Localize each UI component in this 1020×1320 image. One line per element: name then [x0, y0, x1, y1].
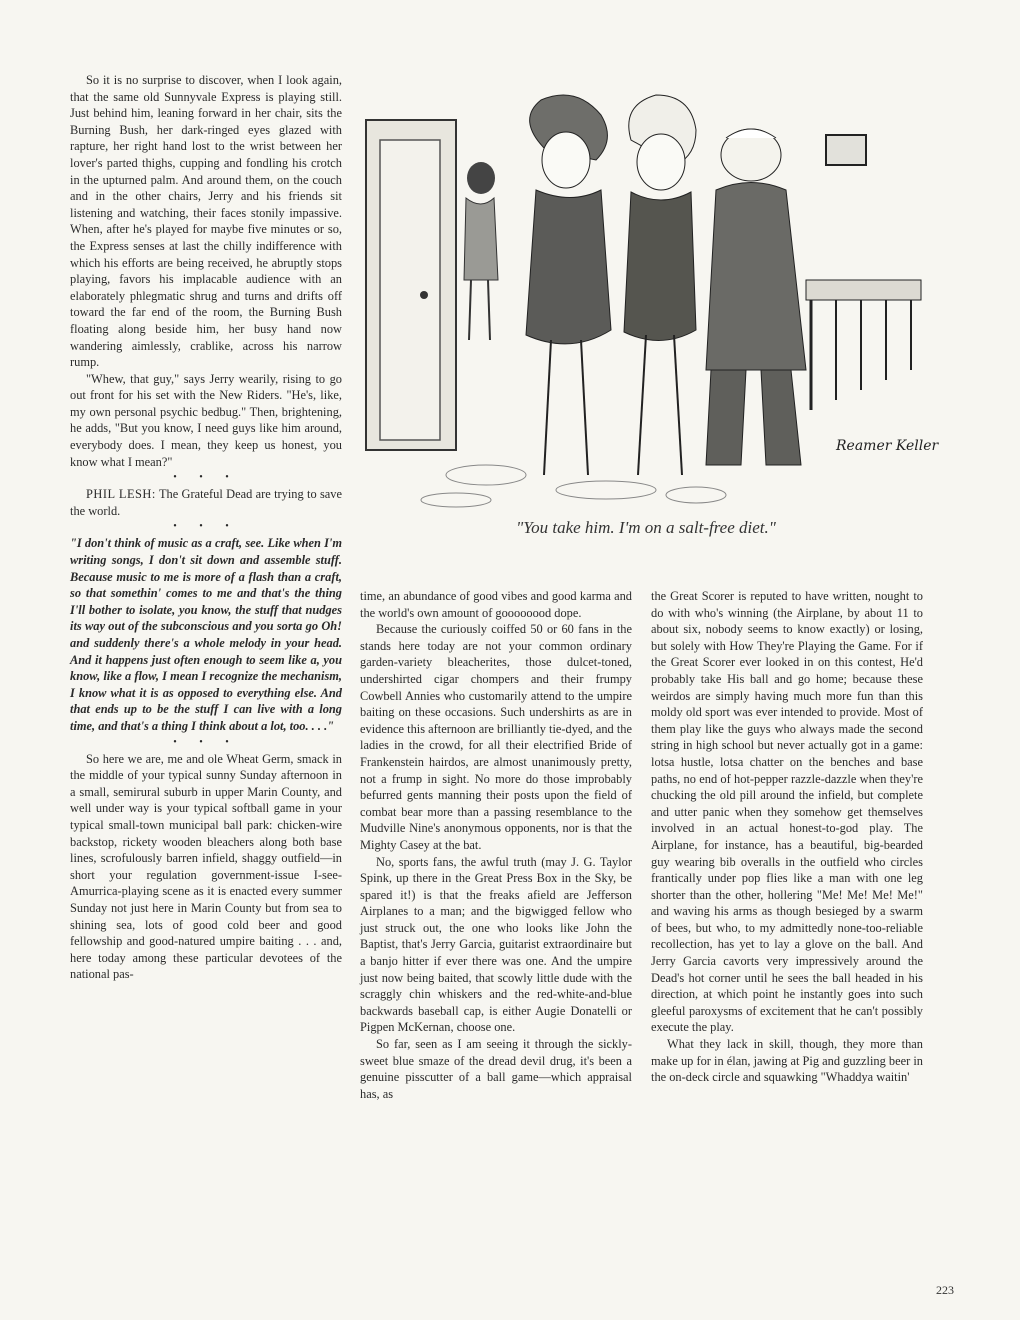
- paragraph: No, sports fans, the awful truth (may J. G. Taylor Spink, up there in the Great Press Box in the Sky, be spared it!) is that the freaks afield are Jefferson Airplanes to a man; and the bigwigged fellow who just struck out, the one who looks like John the Baptist, that's Jerry Garcia, guitarist extraordinaire but a banjo hitter if ever there was one. And the umpire just now being baited, that scowly little dude with the scraggly chin whiskers and the red-white-and-blue backwards baseball cap, is either Augie Donatelli or Pigpen McKernan, choose one.: [360, 854, 632, 1035]
- speaker-text: The Grateful Dead are trying to save the world.: [70, 487, 342, 518]
- paragraph: So far, seen as I am seeing it through the sickly-sweet blue smaze of the dread devil drug, it's been a genuine pisscutter of a ball game—which appraisal has, as: [360, 1037, 632, 1101]
- paragraph: time, an abundance of good vibes and good karma and the world's own amount of goooooood dope.: [360, 589, 632, 620]
- page-number: 223: [936, 1283, 954, 1297]
- pull-quote: "I don't think of music as a craft, see. Like when I'm writing songs, I don't sit down and assemble stuff. Because music to me is more of a flash than a craft, so that somethin' comes to me and that's the thing I'll bother to isolate, you know, the stuff that nudges its way out of the subconscious and you sorta go Oh! and suddenly there's a whole melody in your head. And it happens just often enough to seem like a, you know, like a flow, I mean I recognize the mechanism, I know what it is as opposed to everything else. And that ends up to be the stuff I can live with a long time, and that's a thing I think about a lot, too. . . .": [70, 536, 342, 733]
- paragraph: What they lack in skill, though, they more than make up for in élan, jawing at Pig and guzzling beer in the on-deck circle and squawking "Whaddya waitin': [651, 1037, 923, 1085]
- paragraph: "Whew, that guy," says Jerry wearily, rising to go out front for his set with the New Riders. "He's, like, my own personal psychic bedbug." Then, brightening, he adds, "But you know, I need guys like him around, everybody does. I mean, they keep us honest, you know what I mean?": [70, 371, 342, 469]
- column-3: [651, 588, 923, 1086]
- paragraph: So it is no surprise to discover, when I look again, that the same old Sunnyvale Express is playing still. Just behind him, leaning forward in her chair, sits the Burning Bush, her dark-ringed eyes glazed with rapture, her right hand lost to the wrist between her lover's parted thighs, cupping and fondling his crotch in the upturned palm. And around them, on the couch and in the other chairs, Jerry and his friends sit listening and watching, their faces stonily impassive. When, after he's played for maybe five minutes or so, the Express senses at last the chilly indifference with which his efforts are being received, he abruptly stops playing, favors his implacable audience with an elaborately phlegmatic shrug and turns and drifts off toward the far end of the room, the Burning Bush floating along beside him, her busy hand now wandering aimlessly, crablike, across his narrow rump.: [70, 73, 342, 370]
- cartoon-drawing: [366, 80, 939, 510]
- paragraph: [70, 486, 342, 519]
- paragraph: the Great Scorer is reputed to have written, nought to do with who's winning (the Airplane, by about 11 to about six, nobody seems to know exactly) or losing, but solely with How They're Playing the Game. For if the Great Scorer ever looked in on this contest, He'd probably take His ball and go home; because these weirdos are simply having much more fun than this moldy old sport was ever intended to provide. Most of them play like the guys who always made the second string in high school but never actually got in a game: lotsa hustle, lotsa chatter on the benches and base paths, no end of hot-pepper razzle-dazzle when they're chucking the old pill around the infield, but complete and utter panic when they somehow get themselves involved in an actual honest-to-god play. The Airplane, for instance, has a beautiful, big-bearded guy wearing bib overalls in the outfield who circles frantically under pop flies like a man with one leg shorter than the other, hollering "Me! Me! Me! Me!" and waving his arms as though besieged by a swarm of bees, but who, to my admittedly none-too-reliable recollection, has yet to lay a glove on the ball. And Jerry Garcia cavorts very impressively around the Dead's hot corner until he sees the ball headed in his direction, at which point he instantly goes into such gleeful paroxysms of excitement that he can't possibly execute the play.: [651, 589, 923, 1035]
- paragraph: So here we are, me and ole Wheat Germ, smack in the middle of your typical sunny Sunday afternoon in a small, semirural suburb in upper Marin County, and well under way is your typical softball game in your typical small-town municipal ball park: chicken-wire backstop, rickety wooden bleachers along both base lines, scrofulously barren infield, shaggy outfield—in short your regulation government-issue I-see-Amurrica-playing scene as it is enacted every summer Sunday not just here in Marin County but from sea to shining sea, lots of good cold beer and good fellowship and good-natured umpire baiting . . . and, here today among these particular devotees of the national pas-: [70, 751, 342, 982]
- paragraph: Because the curiously coiffed 50 or 60 fans in the stands here today are not your common ordinary garden-variety bleacherites, those dulcet-toned, undershirted cigar chompers and their frumpy Cowbell Annies who customarily attend to the umpire baiting on these occasions. Such undershirts as are in evidence this afternoon are brilliantly tie-dyed, and the ladies in the crowd, for all their electrified Bride of Frankenstein hairdos, are almost unanimously pretty, not a frump in sight. No more do those improbably befurred gents manning their posts upon the field of combat bear more than a passing resemblance to the Mudville Nine's anonymous opponents, nor is that the Mighty Casey at the bat.: [360, 622, 632, 852]
- section-divider: • • •: [173, 472, 239, 484]
- column-1: [70, 72, 342, 983]
- cartoon-illustration: [366, 80, 939, 510]
- column-2: [360, 588, 632, 1102]
- cartoon-caption: "You take him. I'm on a salt-free diet.": [516, 518, 776, 537]
- cartoonist-signature: Reamer Keller: [836, 438, 939, 454]
- speaker-label: PHIL LESH:: [86, 487, 156, 502]
- section-divider: • • •: [173, 521, 239, 533]
- section-divider: • • •: [173, 736, 239, 748]
